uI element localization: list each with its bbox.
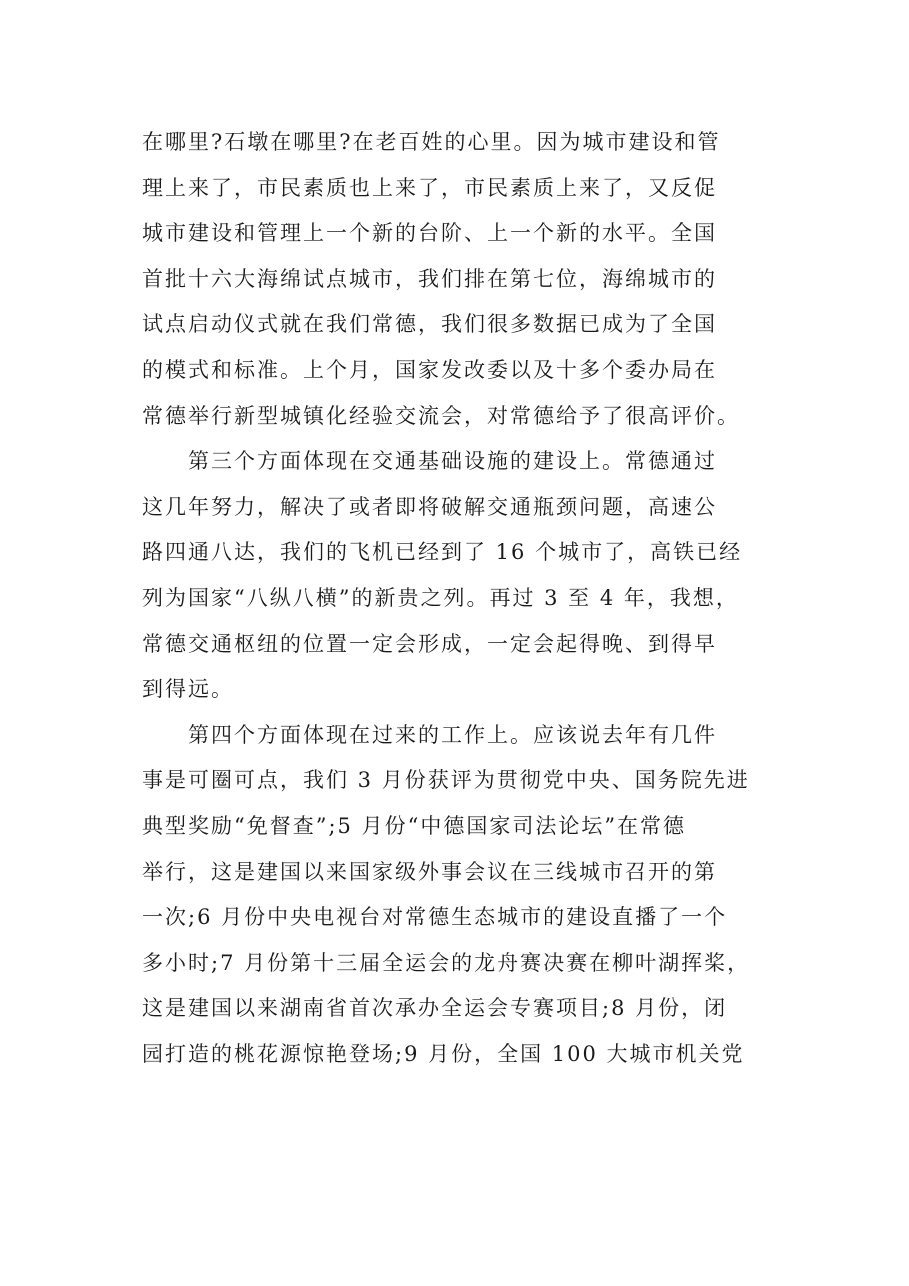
text-line: 典型奖励“免督查”;5 月份“中德国家司法论坛”在常德 [142, 813, 687, 838]
text-line: 园打造的桃花源惊艳登场;9 月份，全国 100 大城市机关党 [142, 1041, 745, 1066]
text-line: 路四通八达，我们的飞机已经到了 16 个城市了，高铁已经 [142, 540, 743, 565]
text-line: 列为国家“八纵八横”的新贵之列。再过 3 至 4 年，我想， [142, 585, 739, 610]
text-line: 常德举行新型城镇化经验交流会，对常德给予了很高评价。 [142, 403, 740, 428]
text-line: 常德交通枢纽的位置一定会形成，一定会起得晚、到得早 [142, 631, 717, 656]
text-line: 举行，这是建国以来国家级外事会议在三线城市召开的第 [142, 859, 717, 884]
text-line: 事是可圈可点，我们 3 月份获评为贯彻党中央、国务院先进 [142, 768, 750, 793]
text-line: 一次;6 月份中央电视台对常德生态城市的建设直播了一个 [142, 905, 728, 930]
document-body [142, 120, 782, 1077]
text-line: 这几年努力，解决了或者即将破解交通瓶颈问题，高速公 [142, 494, 717, 519]
text-line: 在哪里?石墩在哪里?在老百姓的心里。因为城市建设和管 [142, 130, 721, 154]
paragraph-first-line: 第四个方面体现在过来的工作上。应该说去年有几件 [188, 722, 717, 747]
text-line: 多小时;7 月份第十三届全运会的龙舟赛决赛在柳叶湖挥桨， [142, 950, 751, 975]
text-line: 首批十六大海绵试点城市，我们排在第七位，海绵城市的 [142, 266, 717, 291]
text-line: 的模式和标准。上个月，国家发改委以及十多个委办局在 [142, 357, 717, 382]
text-line: 这是建国以来湖南省首次承办全运会专赛项目;8 月份，闭 [142, 996, 728, 1021]
text-line: 到得远。 [142, 677, 234, 702]
text-line: 城市建设和管理上一个新的台阶、上一个新的水平。全国 [142, 221, 717, 246]
text-line: 试点启动仪式就在我们常德，我们很多数据已成为了全国 [142, 312, 717, 337]
text-line: 理上来了，市民素质也上来了，市民素质上来了，又反促 [142, 175, 717, 200]
paragraph-first-line: 第三个方面体现在交通基础设施的建设上。常德通过 [188, 449, 717, 474]
